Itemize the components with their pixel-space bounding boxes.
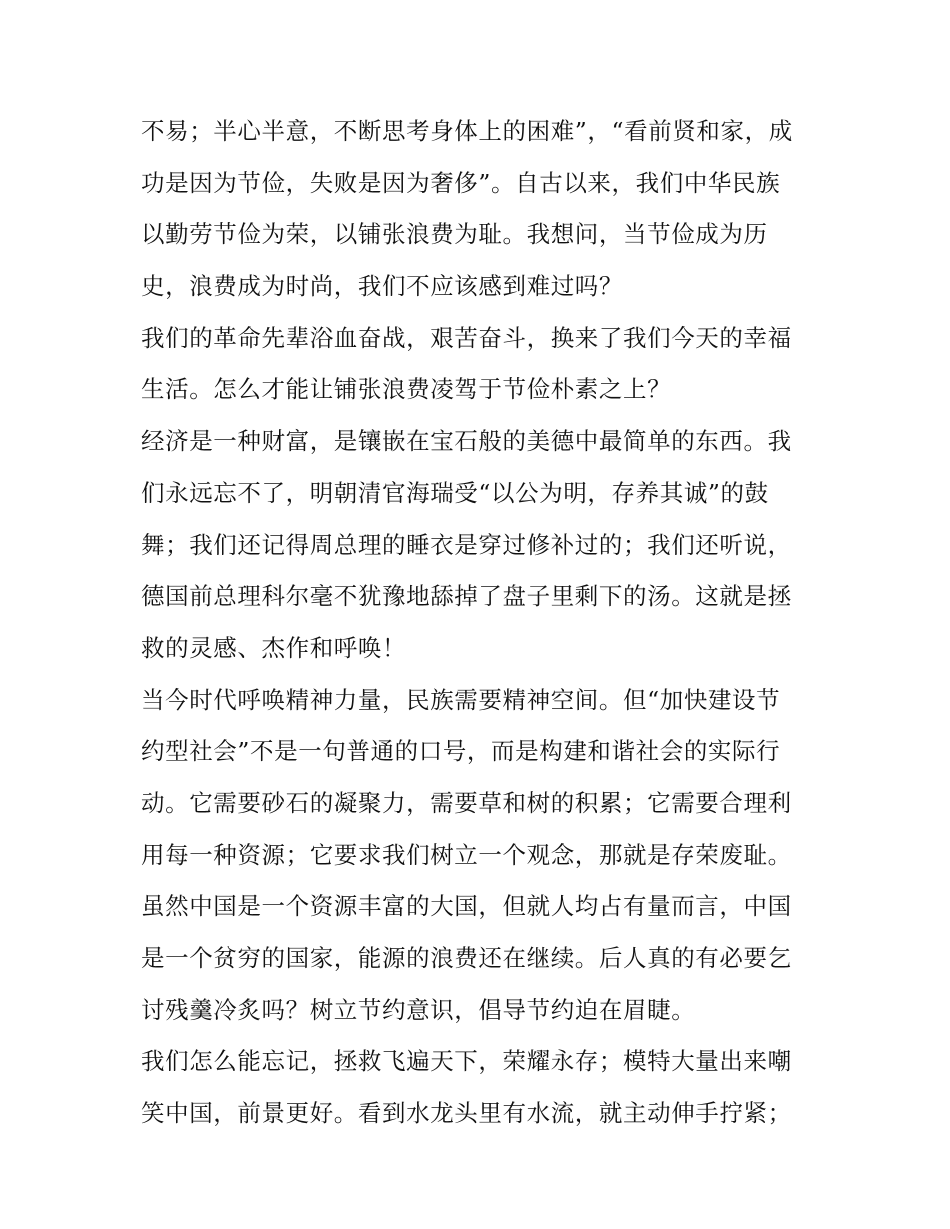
text-line: 讨残羹冷炙吗？树立节约意识，倡导节约迫在眉睫。 (141, 995, 696, 1024)
text-line: 德国前总理科尔毫不犹豫地舔掉了盘子里剩下的汤。这就是拯 (141, 582, 792, 611)
text-line: 虽然中国是一个资源丰富的大国，但就人均占有量而言，中国 (141, 892, 792, 921)
text-line: 用每一种资源；它要求我们树立一个观念，那就是存荣废耻。 (141, 840, 792, 869)
text-line: 笑中国，前景更好。看到水龙头里有水流，就主动伸手拧紧； (141, 1099, 792, 1128)
text-line: 史，浪费成为时尚，我们不应该感到难过吗？ (141, 272, 623, 301)
text-line: 是一个贫穷的国家，能源的浪费还在继续。后人真的有必要乞 (141, 944, 792, 972)
text-line: 以勤劳节俭为荣，以铺张浪费为耻。我想问，当节俭成为历 (141, 220, 768, 249)
text-line: 舞；我们还记得周总理的睡衣是穿过修补过的；我们还听说， (141, 530, 792, 559)
text-line: 救的灵感、杰作和呼唤！ (141, 633, 407, 662)
text-line: 我们怎么能忘记，拯救飞遍天下，荣耀永存；模特大量出来嘲 (141, 1047, 792, 1076)
text-line: 生活。怎么才能让铺张浪费凌驾于节俭朴素之上？ (141, 375, 672, 404)
text-line: 约型社会”不是一句普通的口号，而是构建和谐社会的实际行 (141, 737, 781, 766)
body-text (141, 106, 821, 1140)
text-line: 功是因为节俭，失败是因为奢侈”。自古以来，我们中华民族 (141, 168, 781, 197)
text-line: 动。它需要砂石的凝聚力，需要草和树的积累；它需要合理利 (141, 788, 792, 817)
text-line: 我们的革命先辈浴血奋战，艰苦奋斗，换来了我们今天的幸福 (141, 323, 792, 352)
text-line: 们永远忘不了，明朝清官海瑞受“以公为明，存养其诚”的鼓 (141, 478, 769, 507)
text-line: 当今时代呼唤精神力量，民族需要精神空间。但“加快建设节 (141, 685, 781, 714)
text-line: 不易；半心半意，不断思考身体上的困难”，“看前贤和家，成 (141, 117, 793, 145)
text-line: 经济是一种财富，是镶嵌在宝石般的美德中最简单的东西。我 (141, 427, 792, 456)
